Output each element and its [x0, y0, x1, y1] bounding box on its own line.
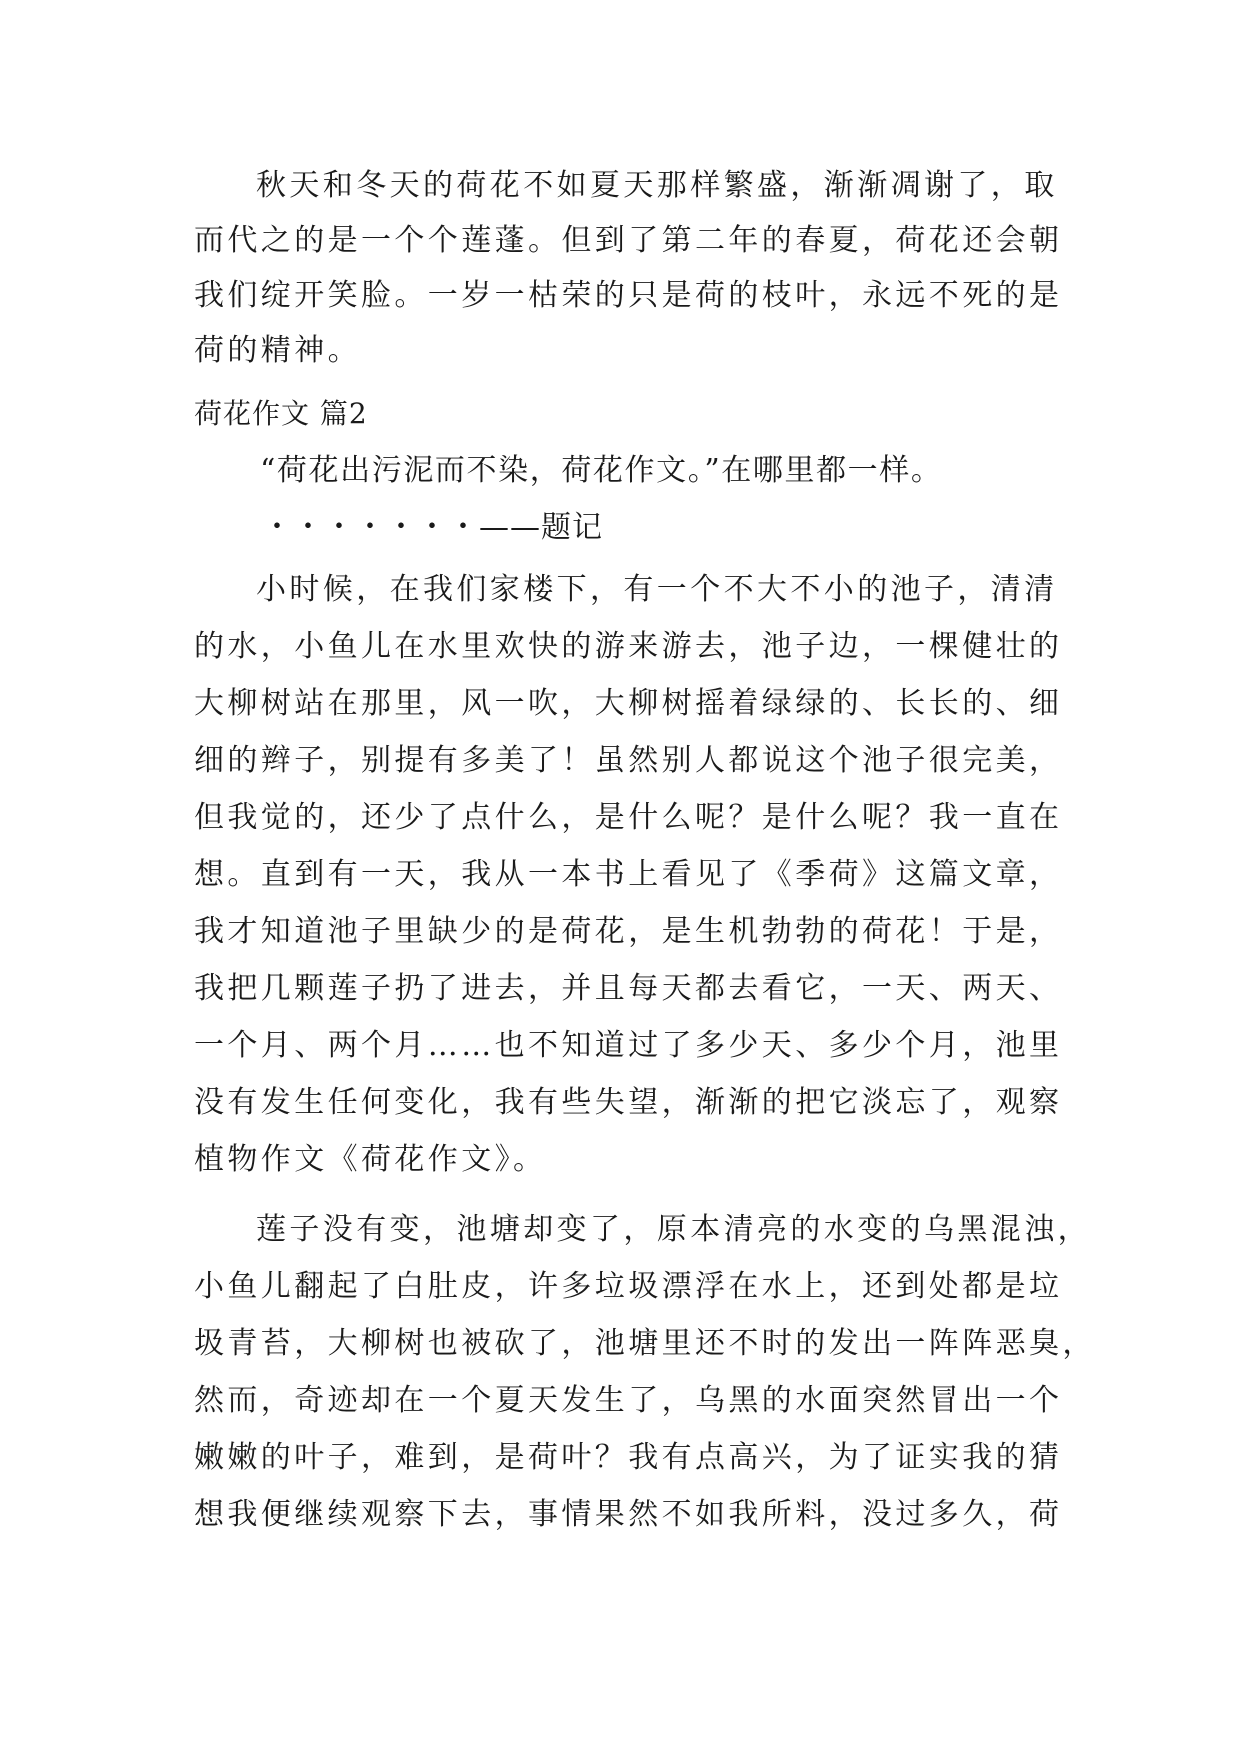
epigraph-signature: ・・・・・・・——题记	[262, 510, 603, 545]
paragraph-line: 没有发生任何变化，我有些失望，渐渐的把它淡忘了，观察	[194, 1085, 1063, 1120]
paragraph-line: 我把几颗莲子扔了进去，并且每天都去看它，一天、两天、	[194, 971, 1063, 1006]
section-heading: 荷花作文 篇2	[194, 397, 368, 430]
paragraph-line: 小时候，在我们家楼下，有一个不大不小的池子，清清	[256, 572, 1058, 607]
paragraph-line: 圾青苔，大柳树也被砍了，池塘里还不时的发出一阵阵恶臭，	[194, 1326, 1096, 1361]
paragraph-line: 植物作文《荷花作文》。	[194, 1142, 547, 1177]
paragraph-line: 但我觉的，还少了点什么，是什么呢？是什么呢？我一直在	[194, 800, 1063, 835]
paragraph-line: 大柳树站在那里，风一吹，大柳树摇着绿绿的、长长的、细	[194, 686, 1063, 721]
paragraph-line: 秋天和冬天的荷花不如夏天那样繁盛，渐渐凋谢了，取	[256, 168, 1058, 203]
paragraph-line: 小鱼儿翻起了白肚皮，许多垃圾漂浮在水上，还到处都是垃	[194, 1269, 1063, 1304]
paragraph-line: 我们绽开笑脸。一岁一枯荣的只是荷的枝叶，永远不死的是	[194, 278, 1063, 313]
paragraph-line: 然而，奇迹却在一个夏天发生了，乌黑的水面突然冒出一个	[194, 1383, 1063, 1418]
paragraph-line: 莲子没有变，池塘却变了，原本清亮的水变的乌黑混浊，	[256, 1212, 1091, 1247]
paragraph-line: 而代之的是一个个莲蓬。但到了第二年的春夏，荷花还会朝	[194, 223, 1063, 258]
epigraph-quote: “荷花出污泥而不染，荷花作文。”在哪里都一样。	[260, 453, 943, 488]
paragraph-line: 想我便继续观察下去，事情果然不如我所料，没过多久，荷	[194, 1497, 1063, 1532]
paragraph-line: 荷的精神。	[194, 333, 361, 368]
paragraph-line: 细的辫子，别提有多美了！虽然别人都说这个池子很完美，	[194, 743, 1063, 778]
paragraph-line: 我才知道池子里缺少的是荷花，是生机勃勃的荷花！于是，	[194, 914, 1063, 949]
paragraph-line: 嫩嫩的叶子，难到，是荷叶？我有点高兴，为了证实我的猜	[194, 1440, 1063, 1475]
paragraph-line: 的水，小鱼儿在水里欢快的游来游去，池子边，一棵健壮的	[194, 629, 1063, 664]
paragraph-line: 想。直到有一天，我从一本书上看见了《季荷》这篇文章，	[194, 857, 1063, 892]
paragraph-line: 一个月、两个月……也不知道过了多少天、多少个月，池里	[194, 1028, 1063, 1063]
